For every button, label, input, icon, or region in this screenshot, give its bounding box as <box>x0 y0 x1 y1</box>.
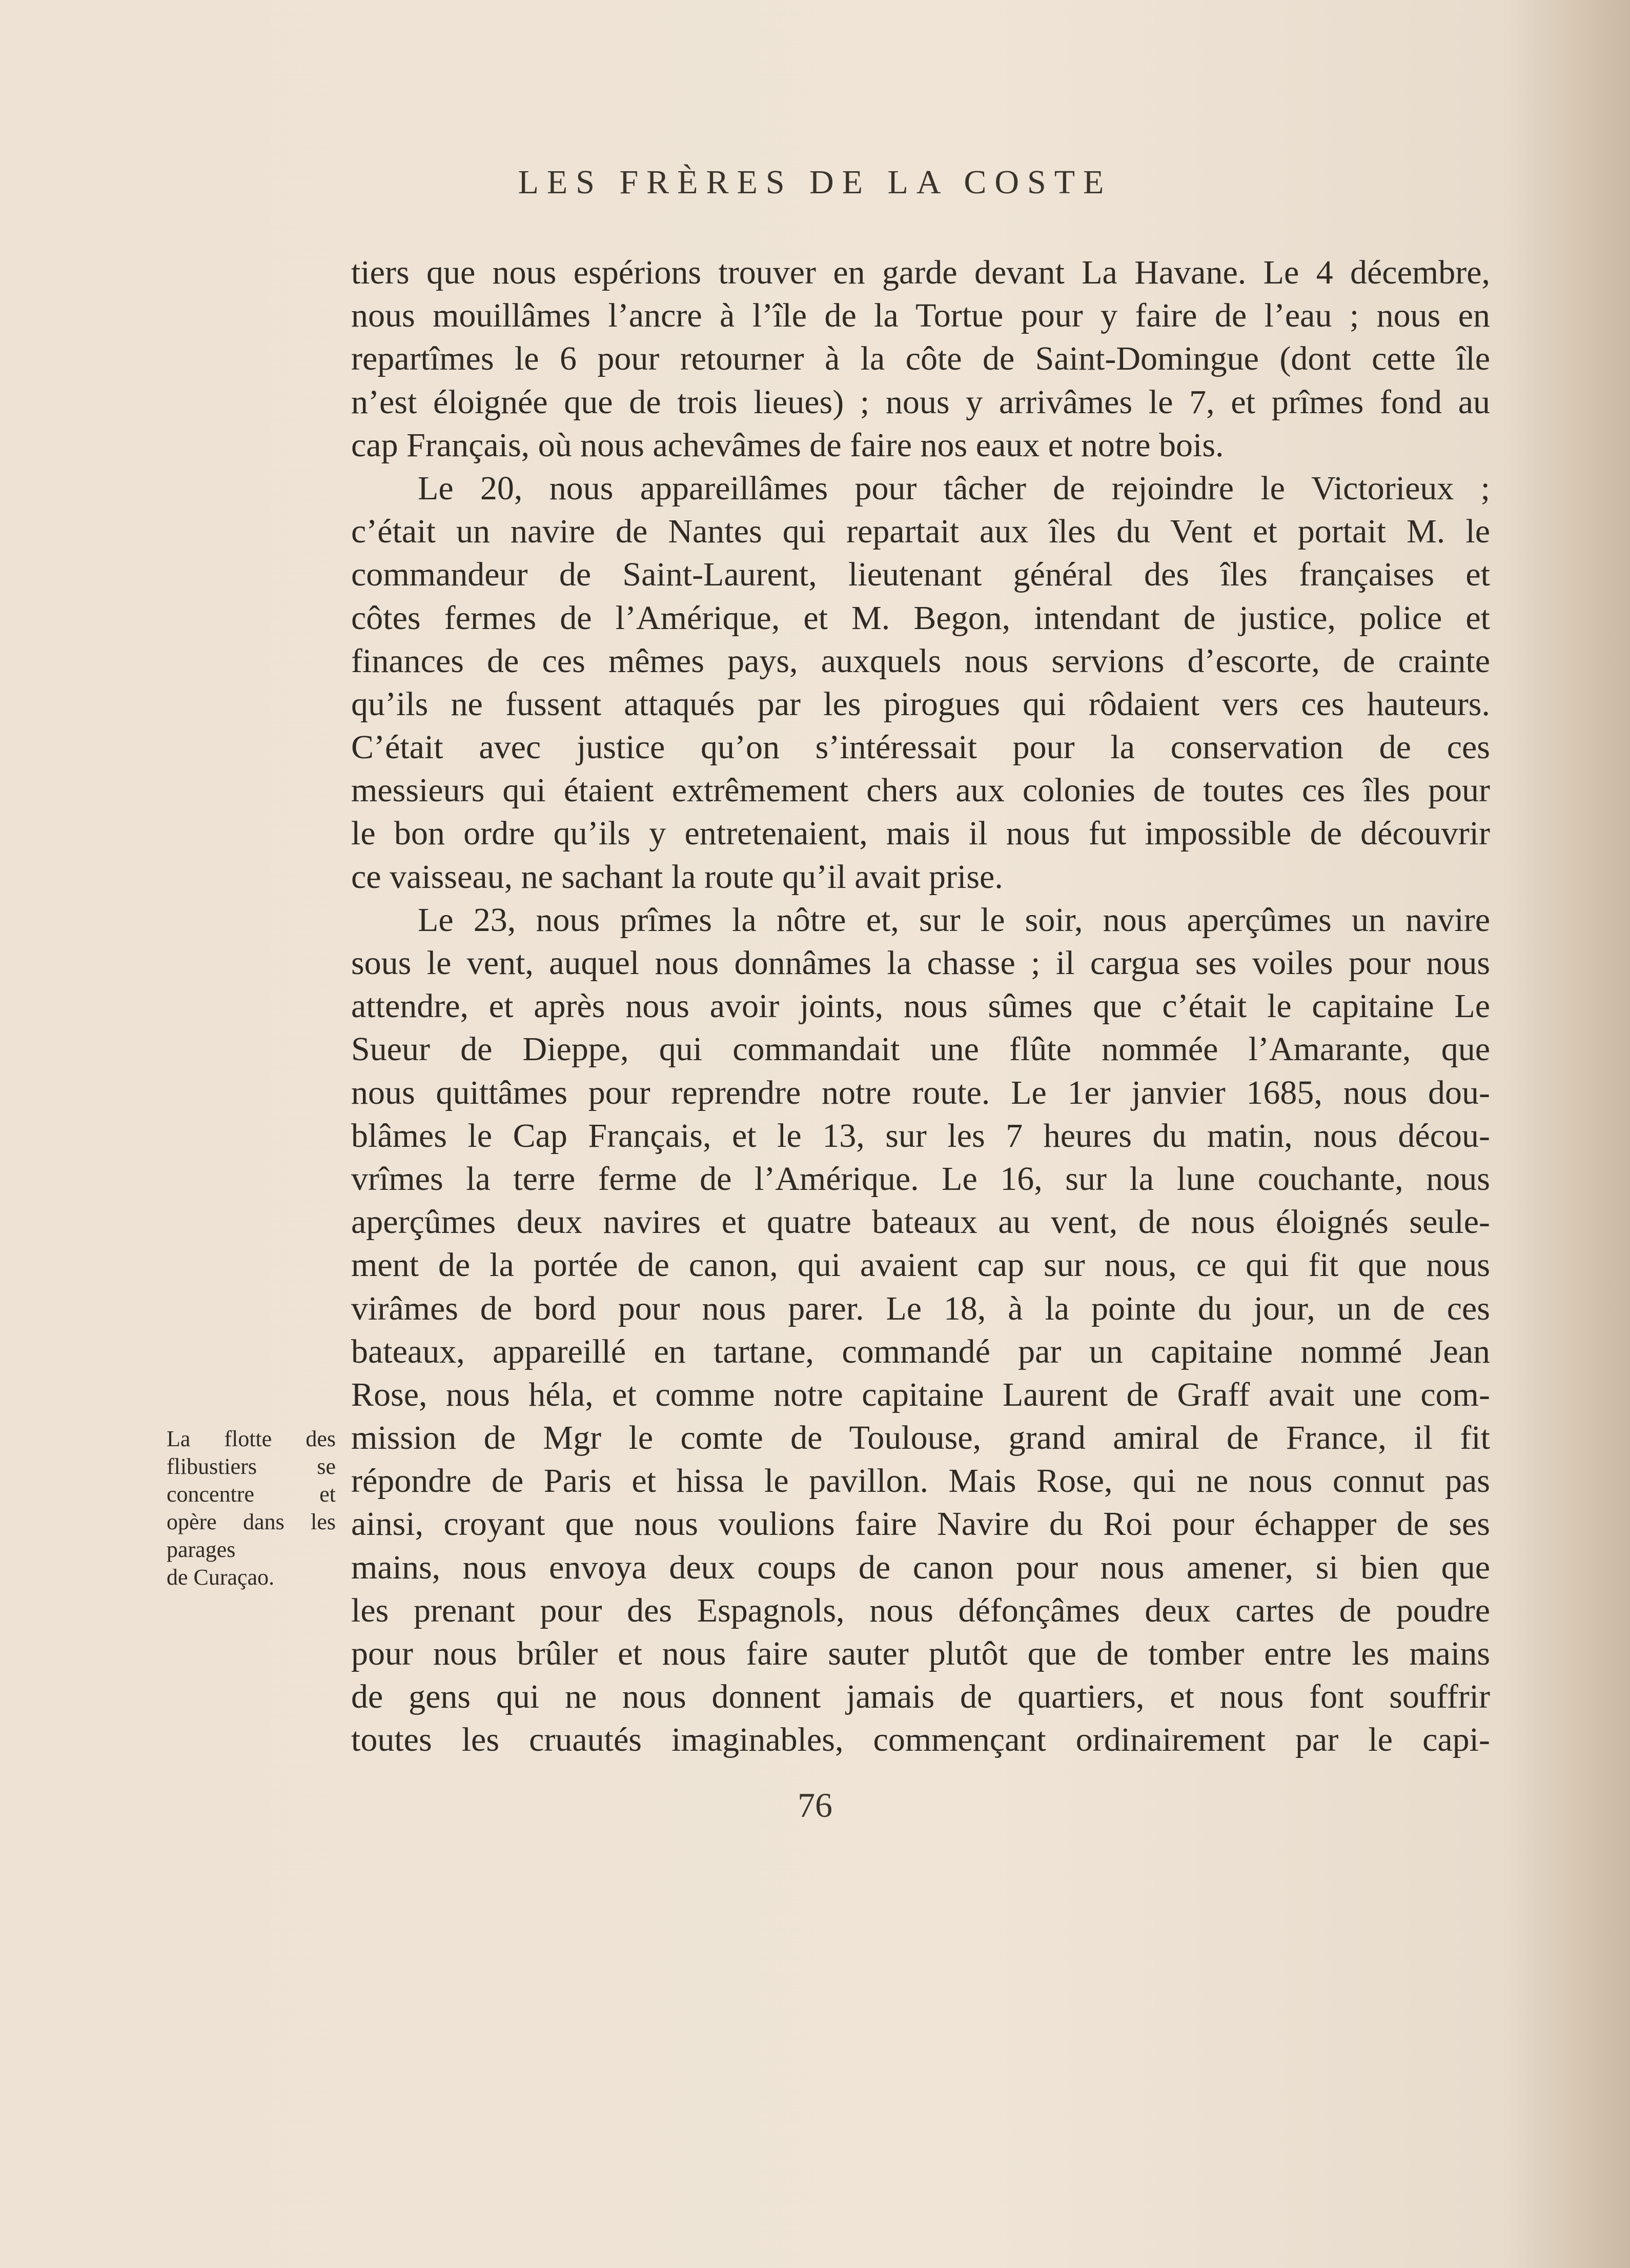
text-line: Le 20, nous appareillâmes pour tâcher de rejoindre le Victorieux ; <box>418 469 1490 507</box>
text-line: qu’ils ne fussent attaqués par les pirogues qui rôdaient vers ces hauteurs. <box>351 685 1490 723</box>
text-line: sous le vent, auquel nous donnâmes la chasse ; il cargua ses voiles pour nous <box>351 944 1490 982</box>
text-line: nous mouillâmes l’ancre à l’île de la Tortue pour y faire de l’eau ; nous en <box>351 297 1490 335</box>
text-line: côtes fermes de l’Amérique, et M. Begon, intendant de justice, police et <box>351 599 1490 637</box>
text-line: bateaux, appareillé en tartane, commandé par un capitaine nommé Jean <box>351 1332 1490 1370</box>
text-line: repartîmes le 6 pour retourner à la côte de Saint-Domingue (dont cette île <box>351 340 1490 378</box>
text-line: nous quittâmes pour reprendre notre route. Le 1er janvier 1685, nous dou- <box>351 1074 1490 1111</box>
text-line: répondre de Paris et hissa le pavillon. Mais Rose, qui ne nous connut pas <box>351 1462 1490 1500</box>
margin-note-line: opère dans les <box>167 1509 336 1534</box>
text-line: pour nous brûler et nous faire sauter plutôt que de tomber entre les mains <box>351 1635 1490 1672</box>
text-line: n’est éloignée que de trois lieues) ; nous y arrivâmes le 7, et prîmes fond au <box>351 383 1490 421</box>
text-line: mains, nous envoya deux coups de canon pour nous amener, si bien que <box>351 1548 1490 1586</box>
text-line: aperçûmes deux navires et quatre bateaux au vent, de nous éloignés seule- <box>351 1203 1490 1241</box>
text-line: toutes les cruautés imaginables, commençant ordinairement par le capi- <box>351 1721 1490 1759</box>
page-number: 76 <box>798 1786 832 1825</box>
text-line: ce vaisseau, ne sachant la route qu’il avait prise. <box>351 858 1003 896</box>
margin-note <box>167 1425 336 1591</box>
text-line: commandeur de Saint-Laurent, lieutenant général des îles françaises et <box>351 556 1490 594</box>
margin-note-line: flibustiers se <box>167 1454 336 1479</box>
text-line: blâmes le Cap Français, et le 13, sur les 7 heures du matin, nous décou- <box>351 1117 1490 1155</box>
text-line: ment de la portée de canon, qui avaient cap sur nous, ce qui fit que nous <box>351 1246 1490 1284</box>
text-line: cap Français, où nous achevâmes de faire nos eaux et notre bois. <box>351 426 1224 464</box>
text-line: attendre, et après nous avoir joints, nous sûmes que c’était le capitaine Le <box>351 987 1490 1025</box>
text-line: les prenant pour des Espagnols, nous défonçâmes deux cartes de poudre <box>351 1591 1490 1629</box>
text-line: tiers que nous espérions trouver en garde devant La Havane. Le 4 décembre, <box>351 254 1490 291</box>
running-head: LES FRÈRES DE LA COSTE <box>518 164 1112 201</box>
text-line: c’était un navire de Nantes qui repartait aux îles du Vent et portait M. le <box>351 513 1490 551</box>
text-line: Sueur de Dieppe, qui commandait une flûte nommée l’Amarante, que <box>351 1030 1490 1068</box>
text-line: C’était avec justice qu’on s’intéressait pour la conservation de ces <box>351 728 1490 766</box>
text-line: virâmes de bord pour nous parer. Le 18, à la pointe du jour, un de ces <box>351 1289 1490 1327</box>
text-line: de gens qui ne nous donnent jamais de quartiers, et nous font souffrir <box>351 1678 1490 1716</box>
margin-note-line: concentre et <box>167 1482 336 1507</box>
text-line: finances de ces mêmes pays, auxquels nous servions d’escorte, de crainte <box>351 642 1490 680</box>
text-line: mission de Mgr le comte de Toulouse, grand amiral de France, il fit <box>351 1419 1490 1457</box>
margin-note-line: de Curaçao. <box>167 1565 275 1590</box>
body-text <box>351 251 1490 1762</box>
text-line: ainsi, croyant que nous voulions faire Navire du Roi pour échapper de ses <box>351 1505 1490 1543</box>
text-line: Rose, nous héla, et comme notre capitaine Laurent de Graff avait une com- <box>351 1375 1490 1413</box>
text-line: Le 23, nous prîmes la nôtre et, sur le soir, nous aperçûmes un navire <box>418 901 1490 939</box>
text-line: messieurs qui étaient extrêmement chers aux colonies de toutes ces îles pour <box>351 772 1490 809</box>
margin-note-line: La flotte des <box>167 1426 336 1451</box>
margin-note-line: parages <box>167 1537 236 1562</box>
text-line: vrîmes la terre ferme de l’Amérique. Le 16, sur la lune couchante, nous <box>351 1160 1490 1198</box>
text-line: le bon ordre qu’ils y entretenaient, mais il nous fut impossible de découvrir <box>351 815 1490 853</box>
